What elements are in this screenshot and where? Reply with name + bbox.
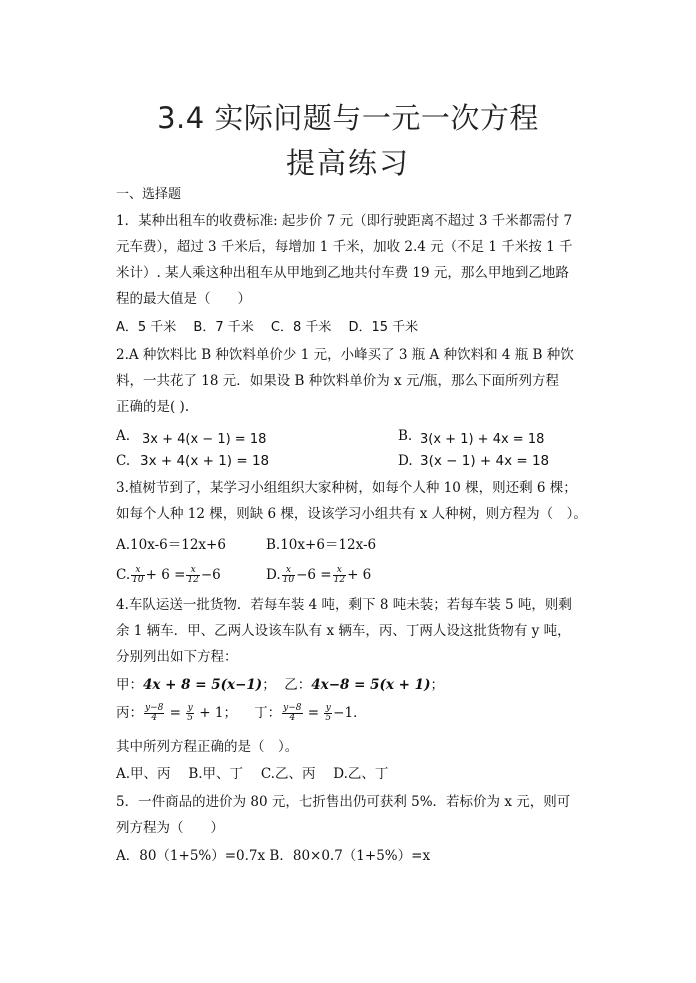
q4-equations-row-1: 甲：4x + 8 = 5(x−1)； 乙：4x−8 = 5(x + 1)； [116, 677, 444, 693]
q3-option-a: A.10x-6＝12x+6 [116, 537, 226, 553]
q2-option-a: 3x + 4(x − 1) = 18 [142, 432, 267, 447]
q3-options-row-2 [116, 560, 586, 586]
q2-line-3: 正确的是( ). [116, 399, 190, 415]
q4-yi-equation: 4x−8 = 5(x + 1) [311, 677, 431, 693]
q1-line-1: 1．某种出租车的收费标准: 起步价 7 元（即行驶距离不超过 3 千米都需付 7 [116, 213, 573, 229]
q4-ding-label: 丁： [254, 705, 282, 721]
q2-option-d-label: D. [398, 453, 413, 469]
q3-option-b: B.10x+6＝12x-6 [266, 537, 377, 553]
page-subtitle: 提高练习 [285, 146, 410, 180]
q4-line-3: 分别列出如下方程： [116, 649, 238, 665]
fraction-x-over-12: $\frac{x}{12}$ [187, 565, 199, 585]
q4-question: 其中所列方程正确的是（ ）。 [116, 739, 299, 755]
q3-option-c: C. $\frac{x}{10}$ + 6 = $\frac{x}{12}$ −6 [116, 565, 221, 585]
q5-line-1: 5．一件商品的进价为 80 元，七折售出仍可获利 5%．若标价为 x 元，则可 [116, 794, 571, 810]
q3-line-1: 3.植树节到了，某学习小组组织大家种树，如每个人种 10 棵，则还剩 6 棵； [116, 480, 577, 496]
q4-bing-label: 丙： [116, 705, 143, 721]
q3-line-2: 如每个人种 12 棵，则缺 6 棵，设该学习小组共有 x 人种树，则方程为（ ）。 [116, 506, 587, 522]
fraction-y-minus-8-over-4: $\frac{y-8}{4}$ [145, 703, 164, 723]
q3-option-c-label: C. [116, 567, 131, 583]
q2-option-b: 3(x + 1) + 4x = 18 [420, 432, 545, 447]
q2-option-a-label: A. [116, 428, 131, 444]
q4-jia-equation: 4x + 8 = 5(x−1) [143, 677, 263, 693]
q4-equations-row-2: 丙： $\frac{y-8}{4}$ = $\frac{y}{5}$ + 1； 丁： $\frac{y-8}{4}$ = $\frac{y}{5}$ −1． [116, 703, 367, 723]
q1-options: A．5 千米 B．7 千米 C．8 千米 D．15 千米 [116, 320, 419, 335]
q5-line-2: 列方程为（ ） [116, 820, 224, 836]
q4-options: A.甲、丙 B.甲、丁 C.乙、丙 D.乙、丁 [116, 766, 389, 782]
q5-options: A．80（1+5%）=0.7x B．80×0.7（1+5%）=x [116, 848, 431, 864]
q1-line-3: 米计）. 某人乘这种出租车从甲地到乙地共付车费 19 元，那么甲地到乙地路 [116, 265, 569, 281]
q4-line-1: 4.车队运送一批货物．若每车装 4 吨，剩下 8 吨未装；若每车装 5 吨，则剩 [116, 597, 572, 613]
fraction-y-over-5: $\frac{y}{5}$ [187, 703, 193, 723]
fraction-y-minus-8-over-4: $\frac{y-8}{4}$ [283, 703, 302, 723]
q2-line-1: 2.A 种饮料比 B 种饮料单价少 1 元，小峰买了 3 瓶 A 种饮料和 4 瓶 B 种饮 [116, 347, 574, 363]
q4-jia-label: 甲： [116, 677, 143, 693]
q2-option-c-label: C. [116, 453, 131, 469]
section-heading: 一、选择题 [116, 187, 182, 202]
q2-option-d: 3(x − 1) + 4x = 18 [420, 453, 550, 469]
fraction-y-over-5: $\frac{y}{5}$ [325, 703, 332, 723]
q1-line-2: 元车费），超过 3 千米后，每增加 1 千米，加收 2.4 元（不足 1 千米按 1 千 [116, 239, 573, 255]
q1-line-4: 程的最大值是（ ） [116, 291, 251, 307]
fraction-x-over-10: $\frac{x}{10}$ [282, 565, 295, 585]
fraction-x-over-12: $\frac{x}{12}$ [333, 565, 346, 585]
q4-line-2: 余 1 辆车．甲、乙两人设该车队有 x 辆车，丙、丁两人设这批货物有 y 吨， [116, 623, 571, 639]
q2-line-2: 料，一共花了 18 元．如果设 B 种饮料单价为 x 元/瓶，那么下面所列方程 [116, 373, 560, 389]
page-title: 3.4 实际问题与一元一次方程 [157, 101, 539, 135]
q4-yi-label: 乙： [284, 677, 312, 693]
q3-option-d: D. $\frac{x}{10}$ −6 = $\frac{x}{12}$ + 6 [266, 565, 372, 585]
fraction-x-over-10: $\frac{x}{10}$ [132, 565, 144, 585]
q3-option-d-label: D. [266, 567, 281, 583]
q2-option-c: 3x + 4(x + 1) = 18 [140, 453, 270, 469]
q2-option-b-label: B. [398, 428, 413, 444]
